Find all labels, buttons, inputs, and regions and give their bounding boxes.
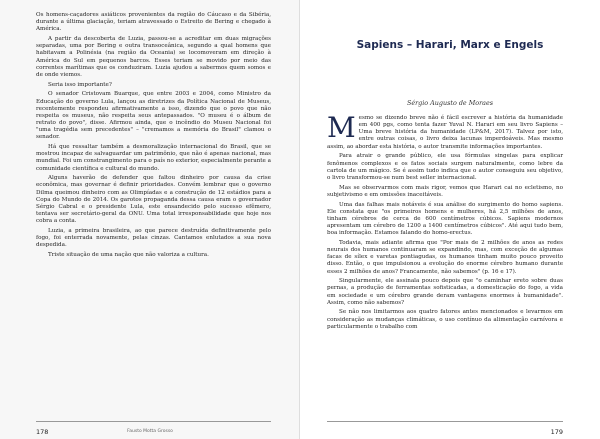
first-paragraph (327, 111, 563, 151)
paragraph: Alguns haverão de defender que faltou dinheiro por causa da crise econômica, mas governar é definir prioridades. Convém lembrar que o governo Dilma queimou dinheiro com as Olimpíadas e a construção de 12 estádios para a Copa do Mundo de 2014. Os garotos propaganda dessa causa eram o governador Sérgio Cabral e o presidente Lula, este ensandecido pelo sucesso efêmero, tentava ser secretário-geral da ONU. Uma total irresponsabilidade que hoje nos cobra a conta. (36, 175, 271, 225)
paragraph: A partir da descoberta de Luzia, passou-se a acreditar em duas migrações separadas, uma por Bering e outra transoceânica, segundo a qual homens que habitavam a Polinésia (na região da Oceania) se locomoveram em direção à América do Sul em pequenos barcos. Esses teriam se movido por meio das correntes marítimas que os conduziram. Luzia ajudou a sabermos quem somos e de onde viemos. (36, 36, 271, 78)
paragraph: Seria isso importante? (48, 81, 112, 88)
page-number: 178 (36, 428, 49, 436)
paragraph: O senador Cristovam Buarque, que entre 2003 e 2004, como Ministro da Educação do governo Lula, lançou as diretrizes da Política Nacional de Museus, recentemente respondeu afirmativamente a isso, dizendo que o povo que não respeita os museus, não respeita seus antepassados. "O museu é o álbum de retrato do povo", disse. Afirmou ainda, que o incêndio do Museu Nacional foi "uma tragédia sem precedentes" – "cremamos a memória do Brasil" clamou o senador. (36, 91, 271, 141)
left-text-column (36, 12, 271, 259)
footer-rule (36, 421, 271, 422)
paragraph: Todavia, mais adiante afirma que "Por mais de 2 milhões de anos as redes neurais dos humanos continuaram se expandindo, mas, com exceção de algumas facas de sílex e varetas pontiagudas, os humanos tinham muito pouco proveito disso. Então, o que impulsionou a evolução do enorme cérebro humano durante esses 2 milhões de anos? Francamente, não sabemos" (p. 16 e 17). (327, 239, 563, 275)
paragraph: Uma das falhas mais notáveis é sua análise do surgimento do homo sapiens. Ele constata que "os primeiros homens e mulheres, há 2,5 milhões de anos, tinham cérebros de cerca de 600 centímetros cúbicos. Sapiens modernos apresentam um cérebro de 1200 a 1400 centímetros cúbicos". Até aqui tudo bem, boa informação. Estamos falando do homo-erectus. (327, 201, 563, 237)
page-number: 179 (550, 428, 563, 436)
first-paragraph-text: esmo se dizendo breve não é fácil escrever a história da humanidade em 400 pgs, como tenta fazer Yuval N. Harari em seu livro Sapiens – Uma breve história da humanidade (LP&M, 2017). Talvez por isto, entre outras coisas, o livro deixa lacunas imperdoáveis. Mas mesmo assim, ao abordar esta história, o autor transmite informações importantes. (327, 115, 563, 150)
paragraph: Mas se observarmos com mais rigor, vemos que Harari cai no ecletismo, no subjetivismo e em omissões inaceitáveis. (327, 184, 563, 198)
right-page (300, 0, 600, 439)
footer-author: Fausto Motta Grosso (127, 429, 173, 434)
paragraph: Singularmente, ele assinala pouco depois que "o caminhar ereto sobre duas pernas, a produção de ferramentas sofisticadas, a domesticação do fogo, a vida em sociedade e um cérebro grande deram vantagens enormes à humanidade". Assim, como não sabemos? (327, 278, 563, 306)
paragraph: Para atrair o grande público, ele usa fórmulas singelas para explicar fenômenos complexos e os fatos sociais surgem naturalmente, como lebre da cartola de um mágico. Se é assim tudo indica que o autor conseguiu seu objetivo, o livro transformou-se num best seller internacional. (327, 153, 563, 181)
chapter-title: Sapiens – Harari, Marx e Engels (356, 39, 544, 51)
paragraph: Há que ressaltar também a desmoralização internacional do Brasil, que se mostrou incapaz de salvaguardar um patrimônio, que não é apenas nacional, mas mundial. Foi um constrangimento para o país no exterior, especialmente perante a comunidade científica e cultural do mundo. (36, 144, 271, 172)
chapter-author: Sérgio Augusto de Moraes (406, 99, 494, 107)
paragraph: Os homens-caçadores asiáticos provenientes da região do Cáucaso e da Sibéria, durante a última glaciação, teriam atravessado o Estreito de Bering e chegado à América. (36, 12, 271, 33)
paragraph: Triste situação de uma nação que não valoriza a cultura. (48, 252, 209, 258)
drop-cap: M (327, 111, 356, 144)
right-text-column (327, 111, 563, 331)
paragraph: Luzia, a primeira brasileira, ao que parece destruída definitivamente pelo fogo, foi enterrada novamente, pelas cinzas. Cantamos enlutados a sua nova despedida. (36, 227, 271, 249)
footer-rule (327, 421, 563, 422)
paragraph: Se não nos limitarmos aos quatro fatores antes mencionados e levarmos em consideração as mudanças climáticas, o uso contínuo da alimentação carnívora e particularmente o trabalho com (327, 309, 563, 330)
